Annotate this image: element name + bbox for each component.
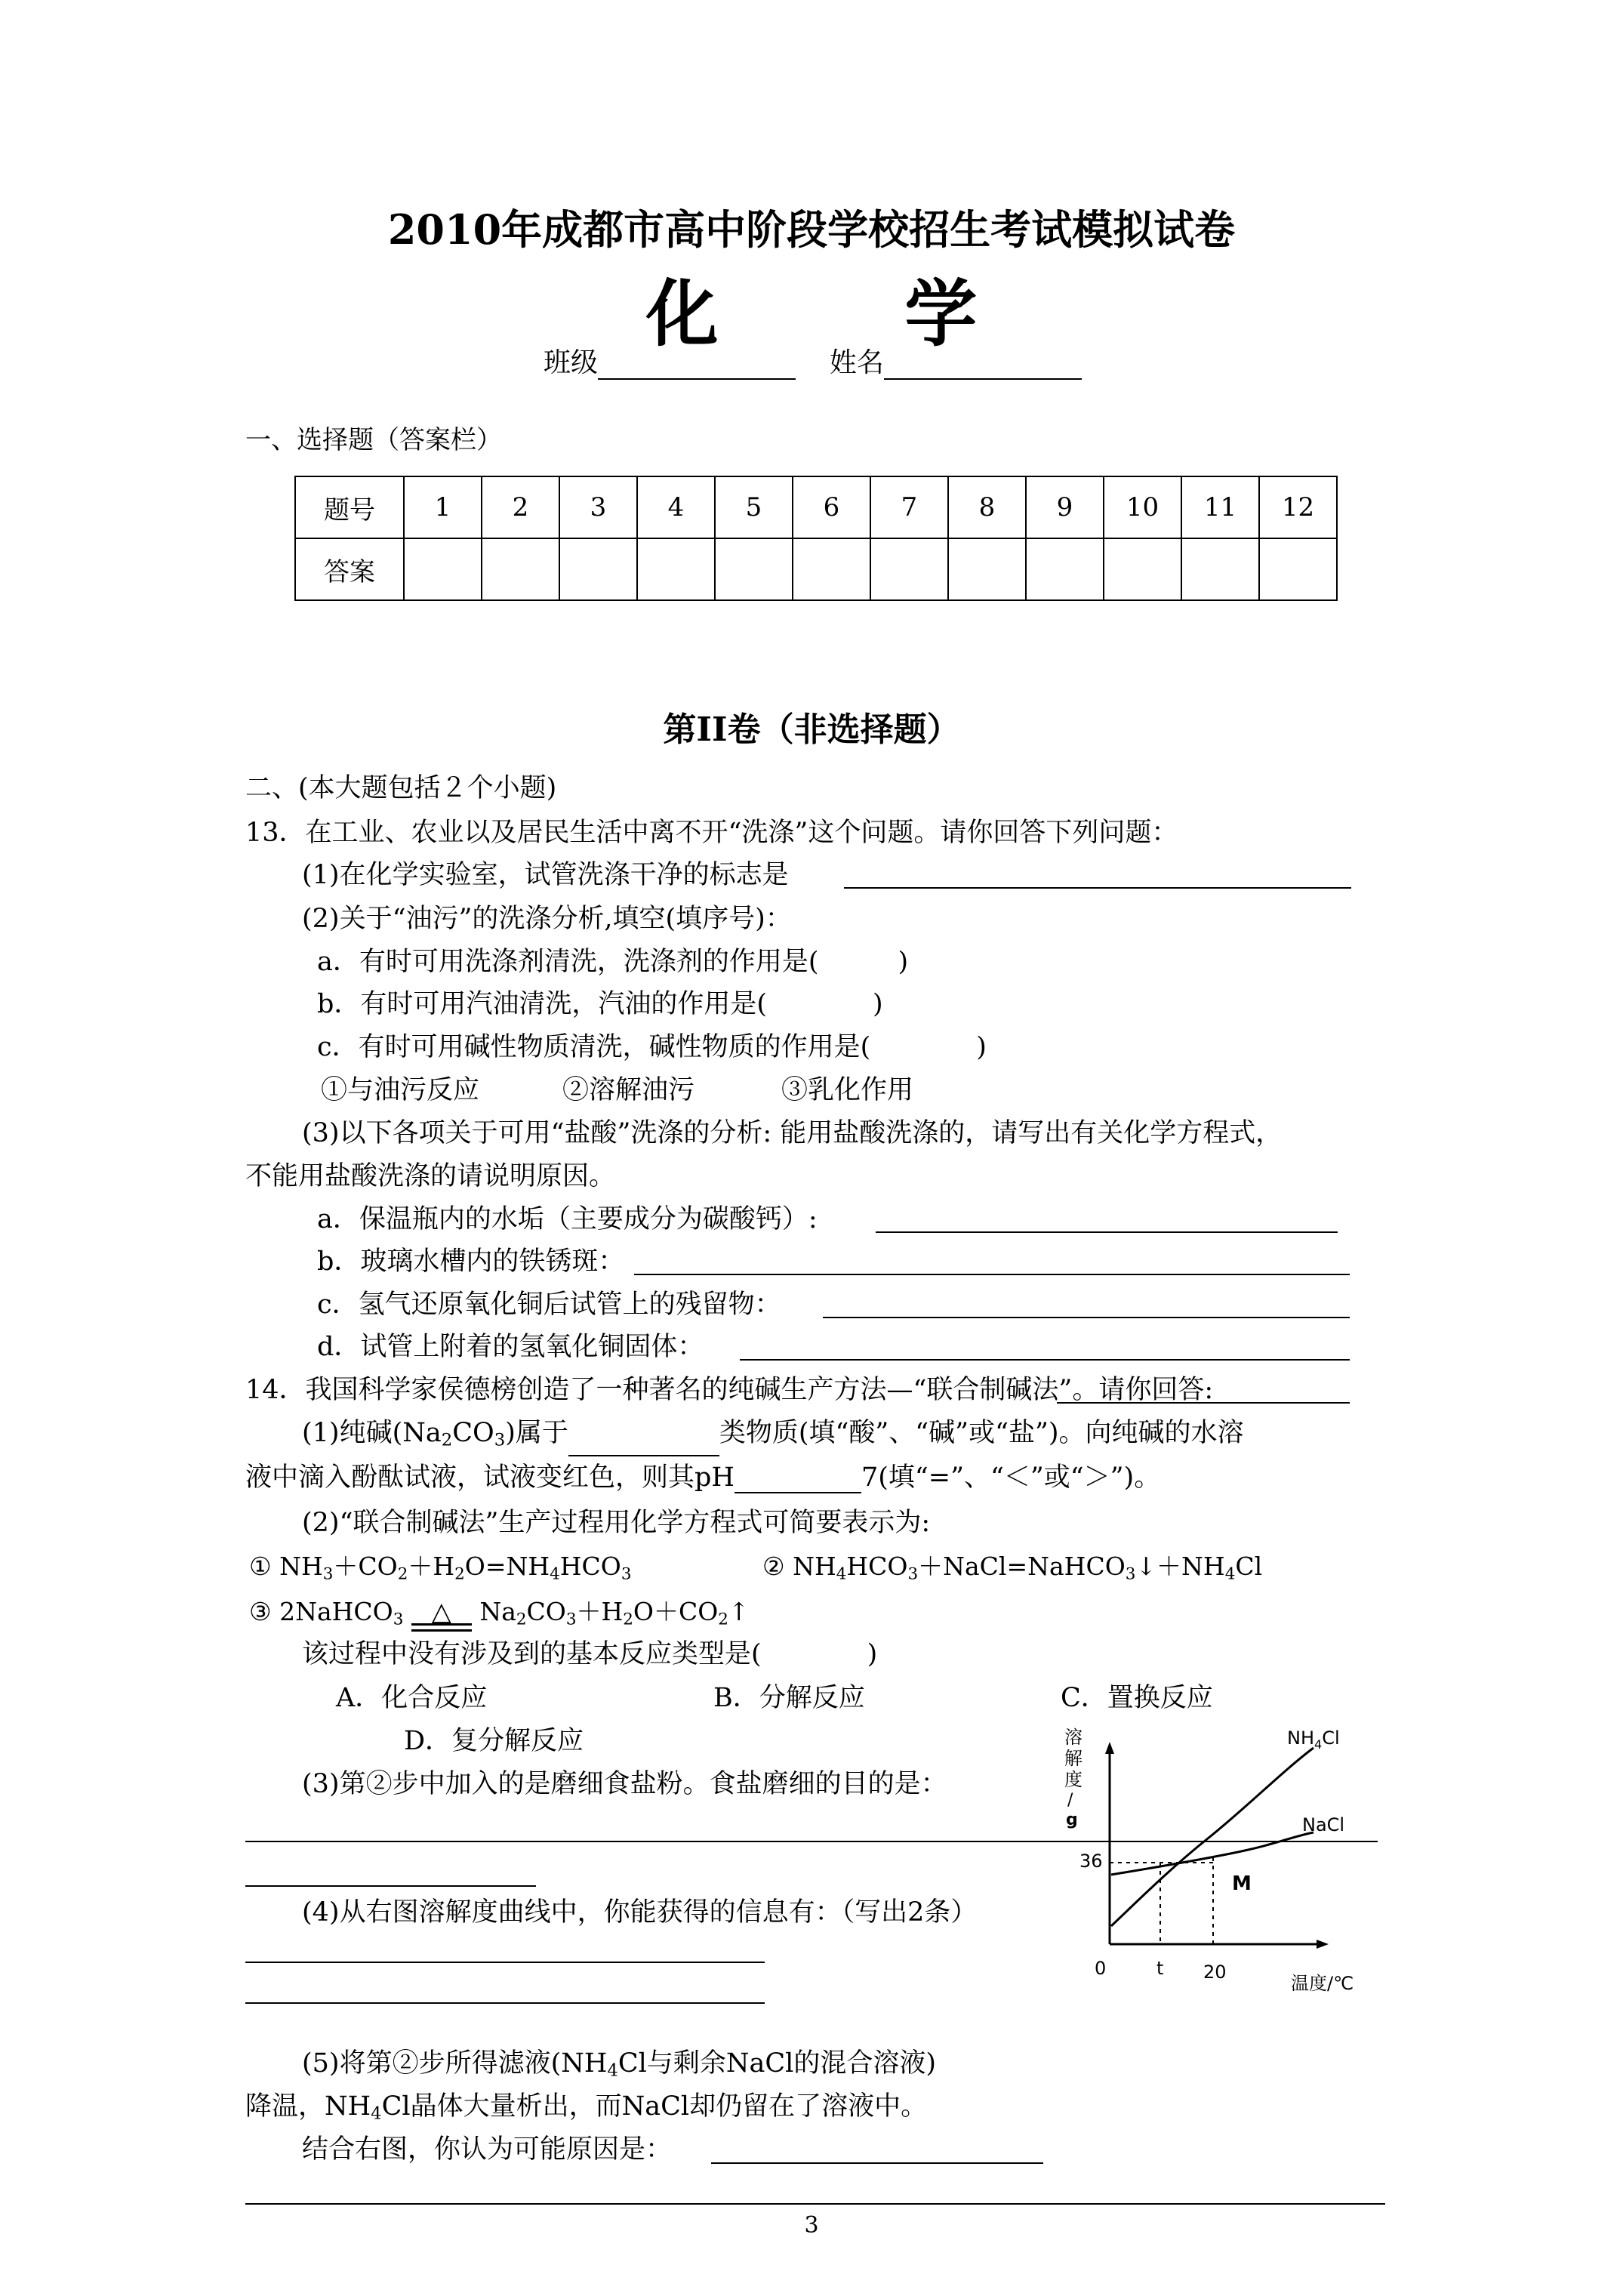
answer-cell[interactable] — [715, 538, 793, 600]
y-axis-label-char: 溶 — [1064, 1727, 1083, 1748]
x-axis-arrow-icon — [1317, 1940, 1329, 1949]
row-header-answer: 答案 — [295, 538, 404, 600]
question-number: 6 — [793, 476, 870, 538]
q14-part5-line2: 降温，$NH_4Cl$晶体大量析出，而NaCl却仍留在了溶液中。 — [245, 2091, 928, 2124]
answer-cell[interactable] — [1104, 538, 1181, 600]
q13-part3c: c．氢气还原氧化铜后试管上的残留物： — [317, 1290, 781, 1320]
answer-cell[interactable] — [948, 538, 1026, 600]
q13-part3b: b．玻璃水槽内的铁锈斑： — [317, 1247, 625, 1277]
name-field[interactable] — [884, 353, 1082, 380]
section2-title: 第II卷（非选择题） — [663, 710, 960, 749]
y-axis-arrow-icon — [1105, 1742, 1114, 1754]
q14-part1-formula-co: CO — [452, 1418, 494, 1448]
q14-part1-class-blank[interactable] — [568, 1429, 719, 1456]
x-tick-20: 20 — [1203, 1962, 1227, 1983]
q14-part4: (4)从右图溶解度曲线中，你能获得的信息有：（写出2条） — [302, 1897, 978, 1928]
answer-cell[interactable] — [793, 538, 870, 600]
question-number: 11 — [1181, 476, 1259, 538]
heating-sign — [411, 1596, 472, 1628]
q14-part1-line2 — [245, 1462, 1160, 1493]
row-header-number: 题号 — [295, 476, 404, 538]
q13-stem: 13．在工业、农业以及居民生活中离不开“洗涤”这个问题。请你回答下列问题： — [245, 818, 1178, 848]
question-number: 1 — [404, 476, 482, 538]
eq3-number: ③ — [249, 1597, 272, 1626]
q14-equation-3: ③ 2NaHCO$_3$ △ $Na_2CO_3+H_2O+CO_2↑$ — [249, 1596, 750, 1635]
answer-table-answer-row — [295, 538, 1337, 600]
question-number: 10 — [1104, 476, 1181, 538]
delta-icon: △ — [431, 1597, 451, 1627]
q13-option-3: ③乳化作用 — [781, 1075, 914, 1105]
answer-cell[interactable] — [559, 538, 637, 600]
y-axis-label-char: 度 — [1064, 1769, 1083, 1790]
question-number: 12 — [1259, 476, 1337, 538]
point-m-label: M — [1232, 1872, 1252, 1895]
answer-cell[interactable] — [1259, 538, 1337, 600]
nh4cl-label: $NH_4Cl$ — [1287, 1727, 1340, 1752]
page-number: 3 — [804, 2212, 819, 2239]
q14-part1-ph-blank[interactable] — [735, 1466, 861, 1493]
q13-option-1: ①与油污反应 — [321, 1075, 480, 1105]
question-number: 3 — [559, 476, 637, 538]
q14-part3-answer-line-2[interactable] — [245, 1885, 536, 1887]
q13-part3d-answer-line[interactable] — [740, 1359, 1350, 1361]
q14-part4-answer-line-1[interactable] — [245, 1962, 765, 1963]
q14-part5-line1: (5)将第②步所得滤液($NH_4Cl$与剩余NaCl的混合溶液) — [302, 2048, 936, 2081]
section2-intro: 二、(本大题包括２个小题) — [245, 773, 557, 803]
y-tick-36: 36 — [1079, 1851, 1103, 1872]
q13-part3b-answer-line[interactable] — [634, 1274, 1350, 1275]
question-number: 8 — [948, 476, 1026, 538]
class-field[interactable] — [598, 353, 796, 380]
q13-part2a: a．有时可用洗涤剂清洗，洗涤剂的作用是( ) — [317, 947, 909, 977]
name-label: 姓名 — [829, 347, 884, 378]
answer-cell[interactable] — [482, 538, 559, 600]
q14-part5-tail: Cl与剩余NaCl的混合溶液) — [617, 2048, 936, 2079]
q13-part3-line1: (3)以下各项关于可用“盐酸”洗涤的分析: 能用盐酸洗涤的，请写出有关化学方程式， — [302, 1118, 1283, 1148]
q14-stem-underline — [1057, 1402, 1350, 1404]
q13-part1-answer-line[interactable] — [844, 887, 1351, 889]
q14-part1-prefix: (1)纯碱(Na — [302, 1418, 442, 1448]
eq1-number: ① — [249, 1552, 272, 1581]
q13-part3c-answer-line[interactable] — [823, 1317, 1350, 1318]
y-axis-label-char: g — [1066, 1811, 1078, 1829]
q14-part4-answer-line-2[interactable] — [245, 2002, 765, 2004]
answer-cell[interactable] — [404, 538, 482, 600]
solubility-chart — [1057, 1725, 1419, 2027]
section1-heading: 一、选择题（答案栏） — [245, 425, 502, 455]
q14-part5-line2-prefix: 降温，NH — [245, 2091, 371, 2122]
class-label: 班级 — [544, 347, 599, 378]
answer-cell[interactable] — [1026, 538, 1104, 600]
x-tick-0: 0 — [1095, 1958, 1107, 1979]
question-number: 5 — [715, 476, 793, 538]
q14-equation-1: ① $NH_3+CO_2+H_2O=NH_4HCO_3$ — [249, 1552, 632, 1584]
q14-part5-line2-tail: Cl晶体大量析出，而NaCl却仍留在了溶液中。 — [381, 2091, 928, 2122]
q13-part3a: a．保温瓶内的水垢（主要成分为碳酸钙）: — [317, 1204, 818, 1234]
q14-part3: (3)第②步中加入的是磨细食盐粉。食盐磨细的目的是： — [302, 1769, 947, 1799]
nacl-label: NaCl — [1302, 1814, 1345, 1835]
q14-part1-tail: 类物质(填“酸”、“碱”或“盐”)。向纯碱的水溶 — [719, 1418, 1244, 1448]
answer-table — [294, 476, 1338, 601]
question-number: 9 — [1026, 476, 1104, 538]
answer-cell[interactable] — [1181, 538, 1259, 600]
q14-part5-answer-line-2[interactable] — [245, 2203, 1385, 2205]
x-axis-label: 温度/℃ — [1291, 1973, 1354, 1994]
q14-part2: (2)“联合制碱法”生产过程用化学方程式可简要表示为: — [302, 1508, 931, 1538]
q14-reaction-question: 该过程中没有涉及到的基本反应类型是( ) — [302, 1639, 878, 1669]
q14-part5-answer-line-1[interactable] — [711, 2162, 1043, 2164]
student-fields — [544, 341, 1082, 380]
q13-part2b: b．有时可用汽油清洗，汽油的作用是( ) — [317, 989, 883, 1019]
choice-c: C．置换反应 — [1061, 1683, 1213, 1713]
question-number: 2 — [482, 476, 559, 538]
q14-equation-2: ② $NH_4HCO_3+NaCl=NaHCO_3↓+NH_4Cl$ — [762, 1552, 1263, 1584]
y-axis-label-char: 解 — [1064, 1748, 1083, 1769]
q14-part5-line3: 结合右图，你认为可能原因是： — [302, 2134, 673, 2165]
exam-title: 2010年成都市高中阶段学校招生考试模拟试卷 — [387, 205, 1236, 254]
answer-table-number-row — [295, 476, 1337, 538]
q14-part1-line1: (1)纯碱$(Na_2CO_3)$属于 类物质(填“酸”、“碱”或“盐”)。向纯碱的水溶 — [302, 1417, 1244, 1456]
q13-part2c: c．有时可用碱性物质清洗，碱性物质的作用是( ) — [317, 1032, 987, 1062]
q14-part1-ph-text: 液中滴入酚酞试液，试液变红色，则其pH — [245, 1462, 735, 1493]
q13-part3d: d．试管上附着的氢氧化铜固体： — [317, 1332, 704, 1362]
y-axis-label-char: / — [1067, 1791, 1073, 1810]
answer-cell[interactable] — [637, 538, 715, 600]
choice-b: B．分解反应 — [713, 1683, 865, 1713]
q13-part3-line2: 不能用盐酸洗涤的请说明原因。 — [245, 1161, 616, 1191]
q13-part3a-answer-line[interactable] — [876, 1231, 1338, 1233]
subject-char-2: 学 — [904, 271, 978, 356]
question-number: 7 — [870, 476, 948, 538]
q13-part1: (1)在化学实验室，试管洗涤干净的标志是 — [302, 860, 789, 890]
q14-stem: 14．我国科学家侯德榜创造了一种著名的纯碱生产方法—“联合制碱法”。请你回答: — [245, 1375, 1214, 1405]
q13-option-2: ②溶解油污 — [562, 1075, 695, 1105]
question-number: 4 — [637, 476, 715, 538]
subject-char-1: 化 — [645, 271, 719, 356]
q14-part1-belongs: )属于 — [505, 1418, 568, 1448]
q14-part5-prefix: (5)将第②步所得滤液(NH — [302, 2048, 608, 2079]
choice-a: A．化合反应 — [336, 1683, 488, 1713]
q13-part2: (2)关于“油污”的洗涤分析,填空(填序号)： — [302, 904, 792, 934]
eq2-number: ② — [762, 1552, 785, 1581]
choice-d: D．复分解反应 — [404, 1726, 584, 1756]
x-tick-t: t — [1156, 1958, 1164, 1979]
answer-cell[interactable] — [870, 538, 948, 600]
q14-part1-ph-tail: 7(填“=”、“＜”或“＞”)。 — [861, 1462, 1161, 1493]
